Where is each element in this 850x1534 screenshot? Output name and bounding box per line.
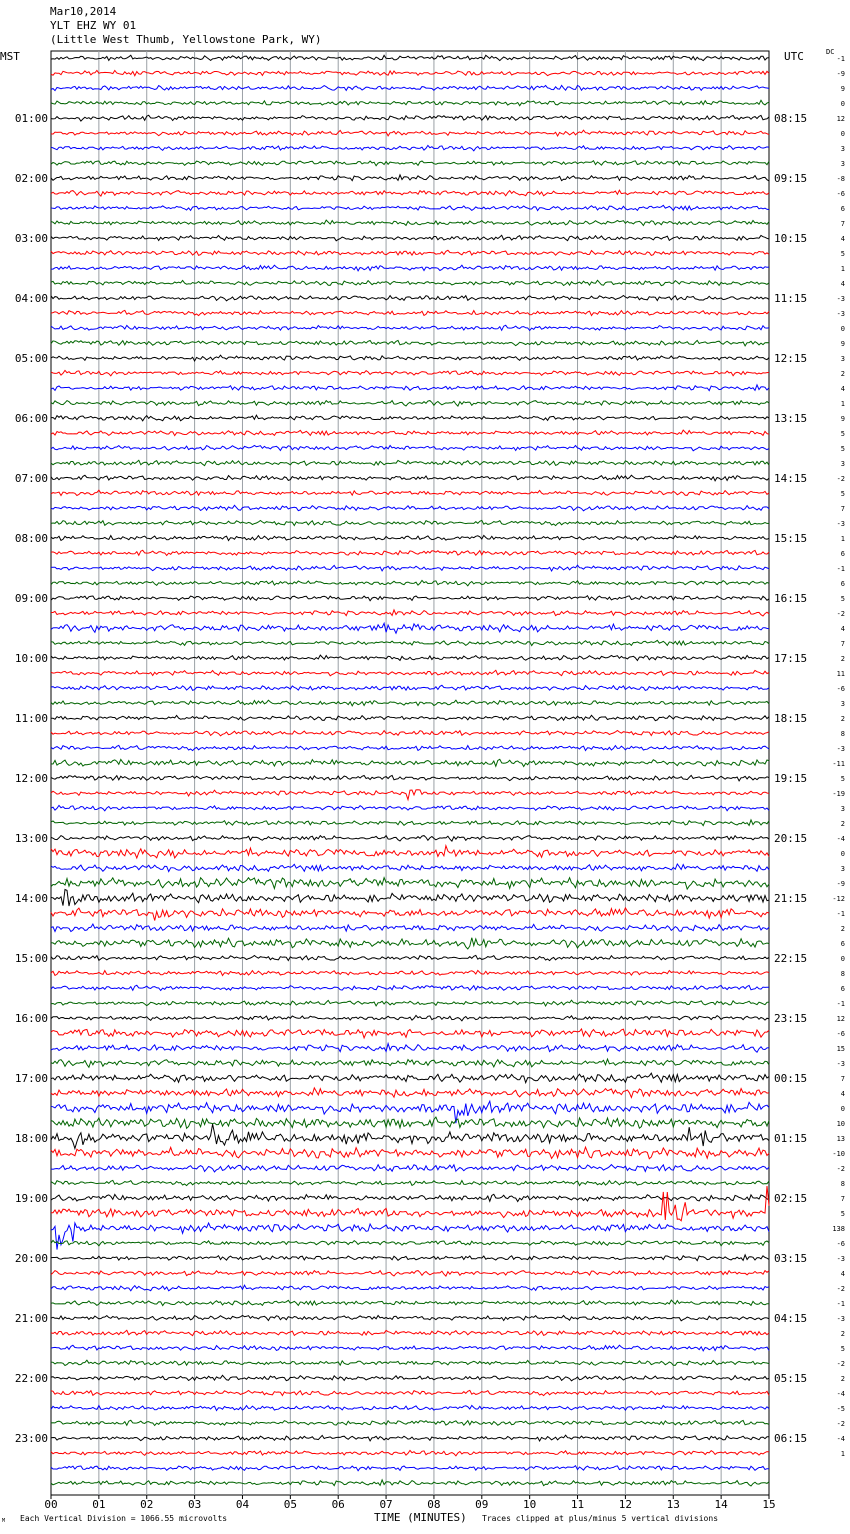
trace-line bbox=[51, 1316, 769, 1321]
x-tick-label: 06 bbox=[331, 1498, 345, 1511]
x-tick-label: 00 bbox=[44, 1498, 58, 1511]
trace-line bbox=[51, 115, 769, 121]
right-time-label: 03:15 bbox=[774, 1252, 808, 1265]
dc-offset-value: -6 bbox=[836, 190, 845, 198]
dc-offset-header: DC bbox=[826, 48, 835, 56]
x-tick-label: 14 bbox=[714, 1498, 728, 1511]
dc-offset-value: 3 bbox=[840, 460, 845, 468]
left-time-label: 03:00 bbox=[14, 232, 48, 245]
trace-line bbox=[51, 864, 769, 872]
trace-line bbox=[51, 731, 769, 736]
trace-line bbox=[51, 265, 769, 271]
trace-line bbox=[51, 580, 769, 585]
trace-line bbox=[51, 1285, 769, 1291]
trace-line bbox=[51, 924, 769, 931]
trace-line bbox=[51, 1015, 769, 1020]
trace-line bbox=[51, 1345, 769, 1351]
left-time-label: 16:00 bbox=[14, 1012, 48, 1025]
dc-offset-value: 2 bbox=[840, 1330, 845, 1338]
trace-line bbox=[51, 1059, 769, 1067]
right-time-label: 04:15 bbox=[774, 1312, 808, 1325]
dc-offset-value: 2 bbox=[840, 925, 845, 933]
trace-line bbox=[51, 340, 769, 346]
dc-offset-value: 5 bbox=[840, 430, 845, 438]
footer-mark: M bbox=[2, 1518, 6, 1524]
dc-offset-value: -4 bbox=[836, 1390, 845, 1398]
dc-offset-value: 3 bbox=[840, 865, 845, 873]
right-time-label: 15:15 bbox=[774, 532, 808, 545]
trace-line bbox=[51, 430, 769, 436]
dc-offset-value: -2 bbox=[836, 1360, 845, 1368]
dc-offset-value: -2 bbox=[836, 610, 845, 618]
dc-offset-value: 12 bbox=[836, 1015, 845, 1023]
trace-line bbox=[51, 220, 769, 225]
trace-line bbox=[51, 145, 769, 150]
trace-line bbox=[51, 1255, 769, 1261]
trace-line bbox=[51, 490, 769, 495]
dc-offset-value: 8 bbox=[840, 970, 845, 978]
dc-offset-value: 5 bbox=[840, 490, 845, 498]
right-time-label: 23:15 bbox=[774, 1012, 808, 1025]
dc-offset-value: 4 bbox=[840, 235, 845, 243]
left-time-label: 13:00 bbox=[14, 832, 48, 845]
dc-offset-value: -3 bbox=[836, 745, 845, 753]
right-time-label: 21:15 bbox=[774, 892, 808, 905]
trace-line bbox=[51, 1117, 769, 1128]
dc-offset-value: 2 bbox=[840, 370, 845, 378]
trace-line bbox=[51, 685, 769, 690]
trace-line bbox=[51, 1360, 769, 1365]
x-tick-label: 05 bbox=[283, 1498, 297, 1511]
dc-offset-value: -12 bbox=[832, 895, 845, 903]
dc-offset-value: 3 bbox=[840, 805, 845, 813]
dc-offset-value: 5 bbox=[840, 595, 845, 603]
trace-line bbox=[51, 955, 769, 960]
dc-offset-value: 9 bbox=[840, 415, 845, 423]
trace-line bbox=[51, 1194, 769, 1201]
right-time-label: 16:15 bbox=[774, 592, 808, 605]
dc-offset-value: 4 bbox=[840, 1270, 845, 1278]
trace-line bbox=[51, 55, 769, 60]
right-time-label: 02:15 bbox=[774, 1192, 808, 1205]
dc-offset-value: -6 bbox=[836, 1030, 845, 1038]
trace-line bbox=[51, 970, 769, 975]
dc-offset-value: -1 bbox=[836, 910, 845, 918]
trace-line bbox=[51, 1165, 769, 1172]
dc-offset-value: -5 bbox=[836, 1405, 845, 1413]
dc-offset-value: 5 bbox=[840, 445, 845, 453]
dc-offset-value: -10 bbox=[832, 1150, 845, 1158]
right-time-label: 08:15 bbox=[774, 112, 808, 125]
trace-line bbox=[51, 836, 769, 842]
left-time-label: 19:00 bbox=[14, 1192, 48, 1205]
left-time-label: 22:00 bbox=[14, 1372, 48, 1385]
trace-line bbox=[51, 1223, 769, 1250]
dc-offset-value: 3 bbox=[840, 145, 845, 153]
dc-offset-value: -1 bbox=[836, 1000, 845, 1008]
dc-offset-value: 5 bbox=[840, 1210, 845, 1218]
trace-line bbox=[51, 280, 769, 285]
trace-line bbox=[51, 1180, 769, 1185]
dc-offset-value: 5 bbox=[840, 1345, 845, 1353]
dc-offset-value: 3 bbox=[840, 160, 845, 168]
right-time-label: 18:15 bbox=[774, 712, 808, 725]
dc-offset-value: 3 bbox=[840, 700, 845, 708]
dc-offset-value: 1 bbox=[840, 265, 845, 273]
right-time-label: 09:15 bbox=[774, 172, 808, 185]
dc-offset-value: 4 bbox=[840, 385, 845, 393]
right-time-label: 13:15 bbox=[774, 412, 808, 425]
trace-line bbox=[51, 1240, 769, 1245]
trace-line bbox=[51, 759, 769, 766]
plot-date: Mar10,2014 bbox=[50, 5, 117, 18]
trace-line bbox=[51, 908, 769, 921]
x-tick-label: 15 bbox=[762, 1498, 776, 1511]
left-time-label: 11:00 bbox=[14, 712, 48, 725]
dc-offset-value: 2 bbox=[840, 715, 845, 723]
trace-line bbox=[51, 250, 769, 255]
dc-offset-value: 6 bbox=[840, 580, 845, 588]
dc-offset-value: -9 bbox=[836, 70, 845, 78]
left-time-label: 14:00 bbox=[14, 892, 48, 905]
trace-line bbox=[51, 190, 769, 196]
trace-line bbox=[51, 1466, 769, 1471]
right-time-label: 05:15 bbox=[774, 1372, 808, 1385]
trace-line bbox=[51, 385, 769, 391]
dc-offset-value: 138 bbox=[832, 1225, 845, 1233]
left-time-label: 18:00 bbox=[14, 1132, 48, 1145]
trace-line bbox=[51, 1124, 769, 1148]
dc-offset-value: 5 bbox=[840, 775, 845, 783]
dc-offset-value: -2 bbox=[836, 1285, 845, 1293]
trace-line bbox=[51, 401, 769, 407]
scale-note: Each Vertical Division = 1066.55 microvolts bbox=[20, 1514, 228, 1523]
dc-offset-value: 7 bbox=[840, 505, 845, 513]
x-tick-label: 11 bbox=[570, 1498, 585, 1511]
dc-offset-value: 6 bbox=[840, 940, 845, 948]
dc-offset-value: 7 bbox=[840, 1195, 845, 1203]
trace-line bbox=[51, 1044, 769, 1053]
left-time-label: 17:00 bbox=[14, 1072, 48, 1085]
dc-offset-value: 0 bbox=[840, 955, 845, 963]
dc-offset-value: -1 bbox=[836, 1300, 845, 1308]
trace-line bbox=[51, 790, 769, 800]
trace-line bbox=[51, 846, 769, 858]
trace-line bbox=[51, 985, 769, 990]
dc-offset-value: 4 bbox=[840, 280, 845, 288]
trace-line bbox=[51, 415, 769, 421]
trace-line bbox=[51, 670, 769, 676]
dc-offset-value: 5 bbox=[840, 250, 845, 258]
trace-line bbox=[51, 1271, 769, 1277]
trace-line bbox=[51, 1073, 769, 1082]
dc-offset-value: -3 bbox=[836, 1060, 845, 1068]
trace-line bbox=[51, 475, 769, 481]
dc-offset-value: -3 bbox=[836, 295, 845, 303]
left-time-label: 06:00 bbox=[14, 412, 48, 425]
trace-line bbox=[51, 446, 769, 451]
left-time-label: 21:00 bbox=[14, 1312, 48, 1325]
trace-line bbox=[51, 505, 769, 511]
trace-line bbox=[51, 890, 769, 907]
trace-line bbox=[51, 610, 769, 616]
dc-offset-value: 4 bbox=[840, 625, 845, 633]
dc-offset-value: 2 bbox=[840, 1375, 845, 1383]
right-time-label: 11:15 bbox=[774, 292, 808, 305]
dc-offset-value: 0 bbox=[840, 1105, 845, 1113]
trace-line bbox=[51, 1450, 769, 1455]
left-time-label: 02:00 bbox=[14, 172, 48, 185]
trace-line bbox=[51, 1390, 769, 1395]
dc-offset-value: 11 bbox=[836, 670, 845, 678]
left-time-label: 01:00 bbox=[14, 112, 48, 125]
trace-line bbox=[51, 370, 769, 375]
dc-offset-value: -3 bbox=[836, 1255, 845, 1263]
dc-offset-value: 4 bbox=[840, 1090, 845, 1098]
trace-line bbox=[51, 1029, 769, 1038]
plot-frame bbox=[51, 51, 769, 1495]
dc-offset-value: 0 bbox=[840, 325, 845, 333]
trace-line bbox=[51, 1186, 769, 1221]
dc-offset-value: -2 bbox=[836, 1420, 845, 1428]
x-tick-label: 03 bbox=[187, 1498, 202, 1511]
right-time-label: 10:15 bbox=[774, 232, 808, 245]
x-tick-label: 01 bbox=[92, 1498, 106, 1511]
dc-offset-value: 7 bbox=[840, 220, 845, 228]
trace-line bbox=[51, 130, 769, 136]
trace-line bbox=[51, 745, 769, 750]
trace-line bbox=[51, 1405, 769, 1410]
left-time-label: 12:00 bbox=[14, 772, 48, 785]
dc-offset-value: -11 bbox=[832, 760, 845, 768]
trace-line bbox=[51, 70, 769, 75]
trace-line bbox=[51, 805, 769, 810]
right-time-label: 14:15 bbox=[774, 472, 808, 485]
dc-offset-value: -3 bbox=[836, 1315, 845, 1323]
trace-line bbox=[51, 1000, 769, 1006]
trace-line bbox=[51, 596, 769, 601]
trace-line bbox=[51, 1300, 769, 1306]
trace-line bbox=[51, 1375, 769, 1381]
trace-line bbox=[51, 296, 769, 301]
trace-line bbox=[51, 715, 769, 720]
dc-offset-value: -2 bbox=[836, 475, 845, 483]
trace-line bbox=[51, 355, 769, 361]
dc-offset-value: 6 bbox=[840, 205, 845, 213]
left-time-label: 04:00 bbox=[14, 292, 48, 305]
left-time-label: 07:00 bbox=[14, 472, 48, 485]
dc-offset-value: 9 bbox=[840, 85, 845, 93]
dc-offset-value: -6 bbox=[836, 685, 845, 693]
right-time-label: 19:15 bbox=[774, 772, 808, 785]
trace-line bbox=[51, 235, 769, 241]
dc-offset-value: 6 bbox=[840, 550, 845, 558]
dc-offset-value: -3 bbox=[836, 520, 845, 528]
dc-offset-value: 1 bbox=[840, 535, 845, 543]
dc-offset-value: 7 bbox=[840, 1075, 845, 1083]
trace-line bbox=[51, 85, 769, 90]
station-location: (Little West Thumb, Yellowstone Park, WY) bbox=[50, 33, 322, 46]
trace-line bbox=[51, 535, 769, 540]
trace-line bbox=[51, 310, 769, 315]
right-time-label: 12:15 bbox=[774, 352, 808, 365]
trace-line bbox=[51, 460, 769, 465]
dc-offset-value: 8 bbox=[840, 1180, 845, 1188]
trace-line bbox=[51, 775, 769, 781]
dc-offset-value: -1 bbox=[836, 565, 845, 573]
dc-offset-value: 8 bbox=[840, 730, 845, 738]
trace-line bbox=[51, 1480, 769, 1486]
trace-line bbox=[51, 1420, 769, 1425]
dc-offset-value: 13 bbox=[836, 1135, 845, 1143]
left-time-label: 05:00 bbox=[14, 352, 48, 365]
left-time-label: 20:00 bbox=[14, 1252, 48, 1265]
dc-offset-value: 2 bbox=[840, 655, 845, 663]
trace-line bbox=[51, 655, 769, 660]
trace-line bbox=[51, 1435, 769, 1441]
dc-offset-value: 10 bbox=[836, 1120, 845, 1128]
dc-offset-value: 2 bbox=[840, 820, 845, 828]
x-tick-label: 13 bbox=[666, 1498, 680, 1511]
dc-offset-value: 3 bbox=[840, 355, 845, 363]
dc-offset-value: 7 bbox=[840, 640, 845, 648]
left-time-label: 15:00 bbox=[14, 952, 48, 965]
trace-line bbox=[51, 205, 769, 210]
dc-offset-value: 12 bbox=[836, 115, 845, 123]
right-time-label: 20:15 bbox=[774, 832, 808, 845]
trace-line bbox=[51, 565, 769, 571]
x-tick-label: 12 bbox=[618, 1498, 633, 1511]
right-time-label: 00:15 bbox=[774, 1072, 808, 1085]
trace-line bbox=[51, 550, 769, 555]
trace-line bbox=[51, 938, 769, 949]
dc-offset-value: 0 bbox=[840, 850, 845, 858]
left-time-label: 09:00 bbox=[14, 592, 48, 605]
left-time-label: 08:00 bbox=[14, 532, 48, 545]
trace-line bbox=[51, 520, 769, 525]
x-tick-label: 09 bbox=[475, 1498, 489, 1511]
x-tick-label: 08 bbox=[427, 1498, 441, 1511]
dc-offset-value: -19 bbox=[832, 790, 845, 798]
left-time-label: 10:00 bbox=[14, 652, 48, 665]
dc-offset-value: 0 bbox=[840, 100, 845, 108]
dc-offset-value: 9 bbox=[840, 340, 845, 348]
dc-offset-value: -3 bbox=[836, 310, 845, 318]
trace-line bbox=[51, 1147, 769, 1159]
dc-offset-value: -6 bbox=[836, 1240, 845, 1248]
dc-offset-value: -2 bbox=[836, 1165, 845, 1173]
dc-offset-value: -4 bbox=[836, 835, 845, 843]
right-time-label: 17:15 bbox=[774, 652, 808, 665]
dc-offset-value: 1 bbox=[840, 400, 845, 408]
dc-offset-value: -4 bbox=[836, 1435, 845, 1443]
right-time-label: 22:15 bbox=[774, 952, 808, 965]
left-time-label: 23:00 bbox=[14, 1432, 48, 1445]
dc-offset-value: -8 bbox=[836, 175, 845, 183]
trace-line bbox=[51, 1088, 769, 1098]
dc-offset-value: 15 bbox=[836, 1045, 845, 1053]
left-timezone-label: MST bbox=[0, 50, 20, 63]
trace-line bbox=[51, 100, 769, 105]
x-axis-title: TIME (MINUTES) bbox=[374, 1511, 467, 1524]
dc-offset-value: -9 bbox=[836, 880, 845, 888]
trace-line bbox=[51, 161, 769, 166]
dc-offset-value: 1 bbox=[840, 1450, 845, 1458]
trace-line bbox=[51, 623, 769, 633]
trace-line bbox=[51, 878, 769, 889]
right-timezone-label: UTC bbox=[784, 50, 804, 63]
x-tick-label: 04 bbox=[235, 1498, 250, 1511]
station-id: YLT EHZ WY 01 bbox=[50, 19, 137, 32]
x-tick-label: 07 bbox=[379, 1498, 393, 1511]
trace-line bbox=[51, 820, 769, 826]
dc-offset-value: 6 bbox=[840, 985, 845, 993]
clip-note: Traces clipped at plus/minus 5 vertical divisions bbox=[482, 1514, 719, 1523]
dc-offset-value: 0 bbox=[840, 130, 845, 138]
x-tick-label: 10 bbox=[523, 1498, 537, 1511]
trace-line bbox=[51, 700, 769, 706]
right-time-label: 06:15 bbox=[774, 1432, 808, 1445]
trace-line bbox=[51, 640, 769, 645]
trace-line bbox=[51, 325, 769, 330]
trace-line bbox=[51, 1330, 769, 1335]
dc-offset-value: -1 bbox=[836, 55, 845, 63]
trace-line bbox=[51, 175, 769, 181]
right-time-label: 01:15 bbox=[774, 1132, 808, 1145]
x-tick-label: 02 bbox=[140, 1498, 154, 1511]
